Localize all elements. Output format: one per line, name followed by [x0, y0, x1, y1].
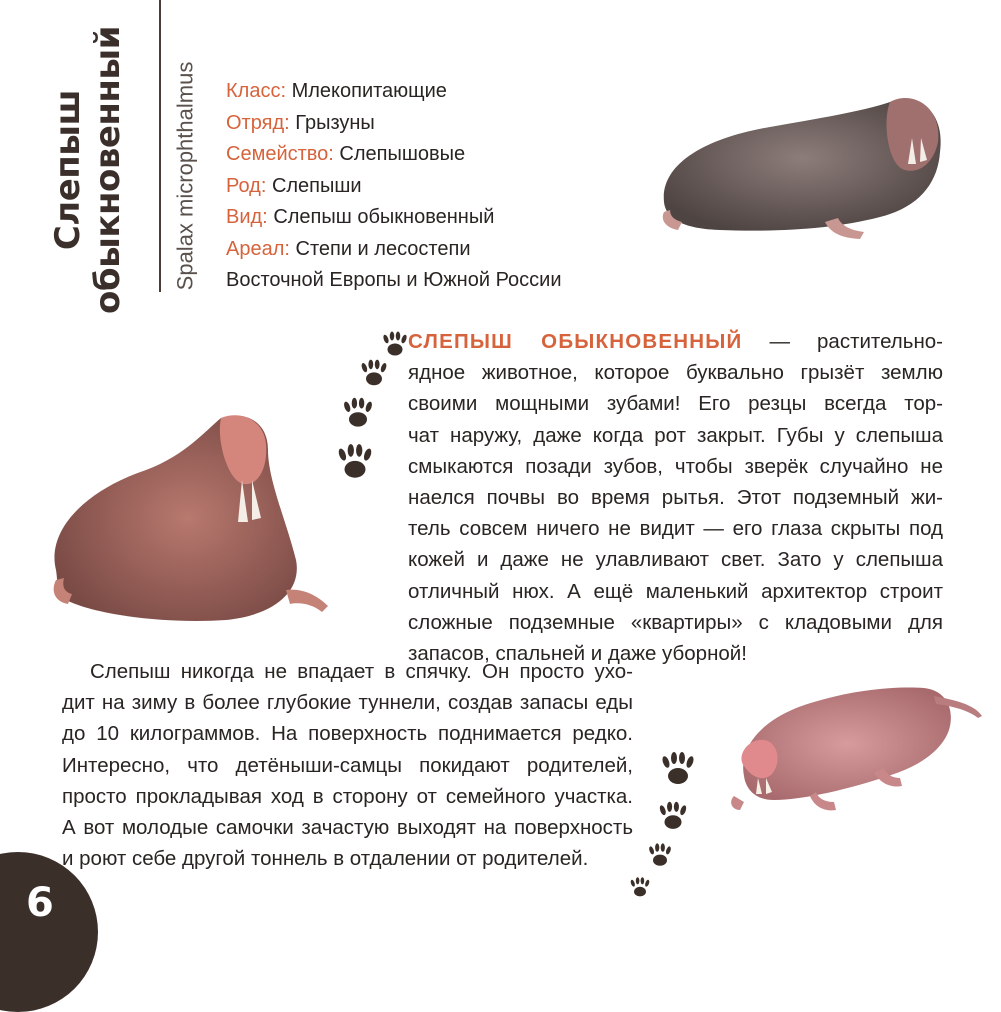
title-divider — [159, 0, 161, 292]
text-line: кожей и даже не улавливают свет. Зато у слепыша — [408, 548, 943, 572]
text-line: отличный нюх. А ещё маленький архитектор строит — [408, 579, 943, 603]
text-line: ядное животное, которое буквально грызёт землю — [408, 361, 943, 385]
page-title — [40, 26, 136, 314]
paw-print-icon — [358, 358, 390, 390]
text-line: Слепыш никогда не впадает в спячку. Он просто ухо- — [90, 660, 633, 683]
classification-row — [226, 108, 562, 140]
classification-row — [226, 139, 562, 171]
classification-value: Слепыши — [271, 174, 362, 197]
title-line-1: Слепыш — [48, 89, 88, 251]
text-line: А вот молодые самочки зачастую выходят на поверхность — [62, 816, 633, 840]
text-line: смыкаются позади зубов, чтобы зверёк случайно не — [408, 454, 943, 478]
classification-label: Ареал: — [226, 237, 290, 260]
classification-row — [226, 202, 562, 234]
text-line — [408, 326, 943, 357]
description-paragraph-1 — [408, 326, 943, 669]
classification-value: Восточной Европы и Южной России — [226, 269, 562, 291]
classification-label: Род: — [226, 174, 267, 197]
latin-name-text: Spalax microphthalmus — [172, 61, 198, 291]
classification-value: Слепышовые — [339, 143, 466, 165]
classification-label: Вид: — [226, 206, 268, 228]
classification-row — [226, 171, 562, 203]
paw-print-icon — [334, 442, 376, 484]
text-line: своими мощными зубами! Его резцы всегда тор- — [408, 392, 943, 416]
text-line: тель совсем ничего не видит — его глаза скрыты под — [408, 517, 943, 541]
classification-row — [226, 76, 562, 108]
text-line: просто прокладывая ход в сторону от семейного участка. — [62, 784, 633, 808]
page-number: 6 — [26, 880, 54, 926]
classification-value: Грызуны — [295, 111, 375, 134]
classification-row-extra — [226, 265, 562, 297]
paw-print-icon — [656, 800, 690, 834]
description-paragraph-2 — [62, 656, 633, 874]
text-line: сложные подземные «квартиры» с кладовыми для — [408, 610, 943, 634]
classification-label: Отряд: — [226, 111, 290, 134]
classification-value: Слепыш обыкновенный — [273, 206, 495, 228]
paw-print-icon — [658, 750, 698, 790]
classification-block — [226, 76, 562, 297]
classification-label: Семейство: — [226, 143, 334, 165]
text-line: дит на зиму в более глубокие туннели, создав запасы еды — [62, 691, 633, 715]
classification-label: Класс: — [226, 80, 286, 102]
text-line: Интересно, что детёныши-самцы покидают родителей, — [62, 753, 633, 777]
highlight-species-name: СЛЕПЫШ ОБЫКНОВЕННЫЙ — [408, 330, 743, 353]
text-line: и роют себе другой тоннель в отдалении от родителей. — [62, 847, 589, 871]
paw-print-icon — [340, 396, 376, 432]
latin-name — [168, 60, 202, 292]
page-number-badge — [0, 852, 98, 1012]
text-fragment: — растительно- — [769, 330, 943, 353]
classification-row — [226, 234, 562, 266]
mole-rat-photo-left — [46, 410, 346, 630]
text-line: чат наружу, даже когда рот закрыт. Губы у слепыша — [408, 423, 943, 447]
mole-rat-photo-bottom — [724, 676, 986, 826]
paw-print-icon — [380, 330, 410, 360]
title-line-2: обыкновенный — [88, 26, 128, 314]
text-line: до 10 килограммов. На поверхность поднимается редко. — [62, 722, 633, 746]
text-line: наелся почвы во время рытья. Этот подземный жи- — [408, 486, 943, 510]
mole-rat-photo-top — [650, 82, 950, 252]
paw-print-icon — [628, 876, 652, 900]
classification-value: Млекопитающие — [291, 80, 447, 102]
text-line: запасов, спальней и даже уборной! — [408, 642, 747, 666]
paw-print-icon — [646, 842, 674, 870]
classification-value: Степи и лесостепи — [295, 237, 471, 260]
